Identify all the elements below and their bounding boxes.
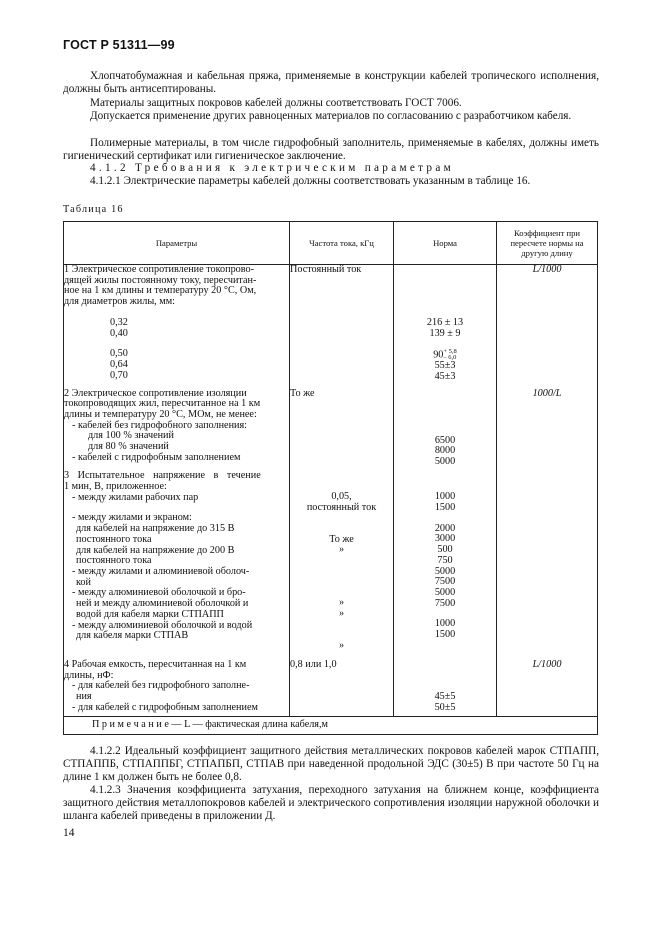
parameters-table [63,221,598,735]
row3-subitem: постоянного тока [76,555,152,567]
table-note-row [64,717,598,735]
row3-title-line: 3 Испытательное напряжение в течение [64,470,261,482]
table-caption: Таблица 16 [63,204,124,215]
frequency-value: » [338,544,345,556]
row3-subitem: постоянного тока [76,533,152,545]
paragraph-covers: Материалы защитных покровов кабелей должны соответствовать ГОСТ 7006. [90,97,462,109]
norm-value: 750 [437,554,453,566]
norm-value: 5000 [434,587,456,598]
norm-value: 50±5 [434,701,456,713]
norm-value: 5000 [434,455,456,467]
diameter-value: 0,50 [110,348,128,360]
diameter-value: 0,40 [110,327,128,339]
frequency-value: постоянный ток [306,502,377,514]
norm-value: 8000 [434,445,456,457]
norm-value: 1000 [434,491,456,503]
norm-value: 1500 [434,502,456,514]
norm-value: 7500 [434,597,456,609]
row2-item: - кабелей с гидрофобным заполнением [72,451,241,463]
norm-value: 6500 [434,434,456,446]
row3-title-line: 1 мин, В, приложенное: [64,481,167,493]
table-row [64,389,598,472]
row2-parameter [64,389,290,472]
norm-value: 45±3 [434,371,456,383]
row4-frequency: 0,8 или 1,0 [290,660,394,717]
tolerance-upper: + 5,8 [443,348,457,356]
row3-item-aluminium: - между жилами и алюминиевой оболоч- [72,566,250,577]
row1-title-line: ное на 1 км длины и температуру 20 °С, Ом, [64,285,257,297]
header-frequency: Частота тока, кГц [290,222,394,265]
norm-value: 500 [437,544,453,556]
row3-item-armour: водой для кабеля марки СТПАПП [76,608,224,620]
paragraph-4-1-2-1: 4.1.2.1 Электрические параметры кабелей должны соответствовать указанным в таблице 16. [90,175,531,187]
coefficient-value: L/1000 [532,264,562,275]
coefficient-value: 1000/L [532,387,562,399]
row4-item: - для кабелей с гидрофобным заполнением [72,701,258,713]
header-norm: Норма [394,222,497,265]
row3-item-armour: ней и между алюминиевой оболочкой и [76,598,249,610]
row4-parameter [64,660,290,717]
row1-coefficient [497,265,598,389]
norm-value: 90 [433,349,444,361]
row3-norms [394,471,497,660]
row3-item-armour: - между алюминиевой оболочкой и бро- [72,587,246,599]
frequency-value: » [338,639,345,651]
norm-value: 139 ± 9 [429,327,461,339]
page-number: 14 [63,827,75,839]
frequency-value: 0,05, [331,491,352,503]
row2-title-line: 2 Электрическое сопротивление изоляции [64,387,247,399]
norm-value: 1000 [434,618,456,630]
row3-item-water: для кабеля марки СТПАВ [76,630,189,642]
coefficient-value: L/1000 [532,658,562,670]
section-heading-4-1-2: 4.1.2 Требования к электрическим параметрам [90,162,454,174]
row1-title-line: 1 Электрическое сопротивление токопрово- [64,264,254,275]
row2-title-line: длины и температуру 20 °С, МОм, не менее: [64,408,257,420]
norm-value: 45±5 [434,690,456,702]
row4-norms [394,660,497,717]
frequency-value: » [338,607,345,619]
row1-norms [394,265,497,389]
row1-title-line: для диаметров жилы, мм: [64,296,175,308]
row1-title-line: дящей жилы постоянному току, пересчитан- [64,274,257,286]
row2-item: для 80 % значений [88,441,169,453]
row2-norms [394,389,497,472]
table-row [64,660,598,717]
table-header-row [64,222,598,265]
frequency-value: » [338,597,345,609]
row4-item: - для кабелей без гидрофобного заполне- [72,680,250,692]
row4-coefficient [497,660,598,717]
norm-value: 2000 [434,522,456,534]
table-row [64,471,598,660]
norm-value: 1500 [434,629,456,641]
row4-item: ния [76,690,92,702]
row3-frequency [290,471,394,660]
norm-value: 7500 [434,576,456,588]
row3-item-screen: - между жилами и экраном: [72,512,192,524]
paragraph-other-materials: Допускается применение других равноценных материалов по согласованию с разработчиком кабеля. [90,110,572,122]
norm-value: 3000 [434,533,456,545]
document-header: ГОСТ Р 51311—99 [63,38,175,52]
row2-item: - кабелей без гидрофобного заполнения: [72,419,247,431]
header-coefficient: Коэффициент при пересчете нормы на другую длину [497,222,598,265]
table-note: П р и м е ч а н и е — L — фактическая длина кабеля,м [64,717,598,735]
row1-frequency: Постоянный ток [290,265,394,389]
row3-item-aluminium: кой [76,576,91,588]
row2-frequency: То же [290,389,394,472]
norm-value: 5000 [434,565,456,577]
row3-coefficient [497,471,598,660]
norm-value: 216 ± 13 [426,317,464,328]
row2-title-line: токопроводящих жил, пересчитанное на 1 км [64,398,261,410]
frequency-value: То же [329,533,354,545]
norm-value: 55±3 [434,360,456,372]
diameter-value: 0,70 [110,369,128,381]
row4-title-line: 4 Рабочая емкость, пересчитанная на 1 км [64,658,247,670]
paragraph-yarn: Хлопчатобумажная и кабельная пряжа, применяемые в конструкции кабелей тропического исполнения, должны быть антисептированы. [63,70,599,96]
row4-title-line: длины, нФ: [64,669,114,681]
row3-parameter [64,471,290,660]
diameter-value: 0,32 [110,316,128,328]
row3-item-water: - между алюминиевой оболочкой и водой [72,619,253,631]
row3-subitem: для кабелей на напряжение до 200 В [76,544,235,556]
row2-coefficient [497,389,598,472]
row2-item: для 100 % значений [88,430,174,442]
header-parameters: Параметры [64,222,290,265]
paragraph-polymers: Полимерные материалы, в том числе гидрофобный заполнитель, применяемые в кабелях, должны иметь гигиенический сертификат или гигиеническое заключение. [63,137,599,163]
tolerance-lower: – 6,0 [443,354,457,362]
paragraph-4-1-2-3: 4.1.2.3 Значения коэффициента затухания, переходного затухания на ближнем конце, коэффициента защитного действия металлопокровов кабелей и электрического сопротивления изоляции наружной оболочки и шланга кабелей приведены в приложении Д. [63,784,599,823]
diameter-value: 0,64 [110,358,128,370]
row3-subitem: для кабелей на напряжение до 315 В [76,523,235,535]
table-row [64,265,598,389]
row3-item-pairs: - между жилами рабочих пар [72,491,199,503]
paragraph-4-1-2-2: 4.1.2.2 Идеальный коэффициент защитного действия металлических покровов кабелей марок СТПАПП, СТПАППБ, СТПАППБГ, СТПАПБП, СТПАВ при наведенной продольной ЭДС (30±5) В при частоте 50 Гц на длине 1 км должен быть не более 0,8. [63,745,599,784]
row1-parameter [64,265,290,389]
